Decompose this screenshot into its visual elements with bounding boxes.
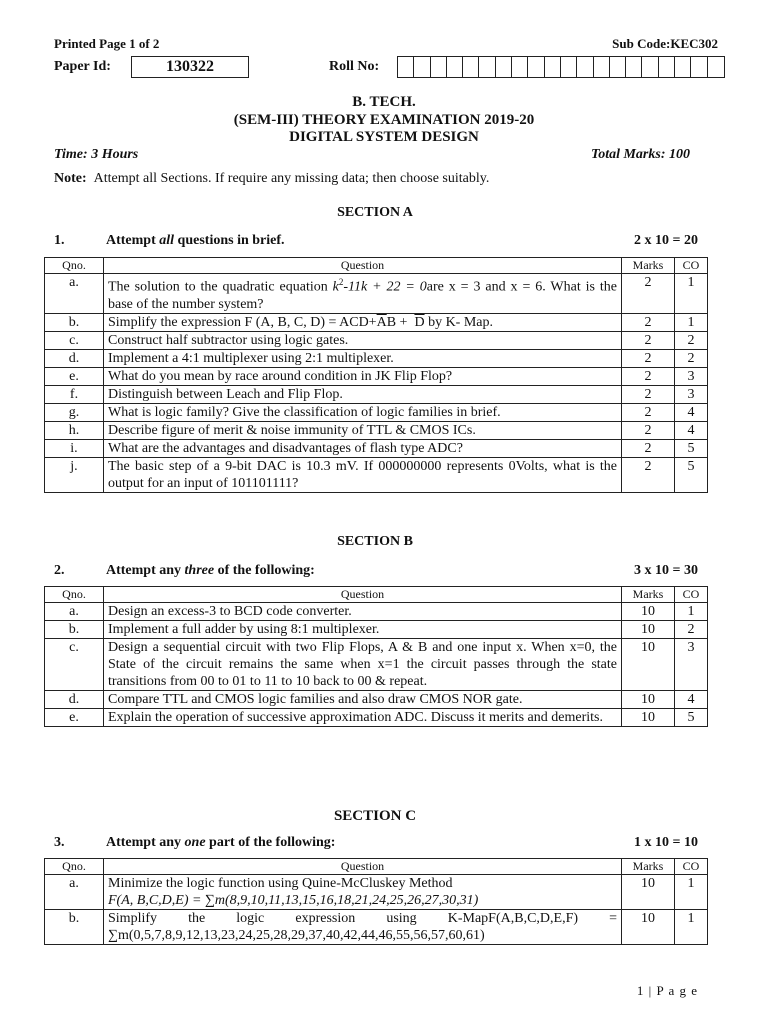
question-co: 5 [675,457,708,492]
roll-no-digit-box[interactable] [594,57,610,77]
exam-title: (SEM-III) THEORY EXAMINATION 2019-20 [233,112,535,128]
question-marks: 10 [622,910,675,945]
question-number: g. [45,403,104,421]
question-co: 2 [675,621,708,639]
roll-no-digit-box[interactable] [447,57,463,77]
question-marks: 2 [622,274,675,314]
table-row [45,367,708,385]
qno-header: Qno. [45,587,104,603]
question-co: 1 [675,313,708,331]
question-number: b. [45,910,104,945]
table-row [45,313,708,331]
question-co: 4 [675,403,708,421]
question-number: h. [45,421,104,439]
question-text: Implement a 4:1 multiplexer using 2:1 multiplexer. [104,349,622,367]
question-co: 4 [675,421,708,439]
table-row [45,385,708,403]
note-label: Note: [54,171,87,186]
paper-id-label: Paper Id: [54,59,111,74]
qno-header: Qno. [45,859,104,875]
table-header-row [45,587,708,603]
question-marks: 10 [622,621,675,639]
printed-page-label: Printed Page 1 of 2 [54,36,160,51]
question-marks: 2 [622,385,675,403]
table-row [45,603,708,621]
question-text: Explain the operation of successive approximation ADC. Discuss it merits and demerits. [104,709,622,727]
question-marks: 10 [622,709,675,727]
roll-no-digit-box[interactable] [463,57,479,77]
qno-header: Qno. [45,258,104,274]
question-text: Implement a full adder by using 8:1 multiplexer. [104,621,622,639]
question-1-marks: 2 x 10 = 20 [634,233,698,248]
table-row [45,274,708,314]
question-text: What are the advantages and disadvantages of flash type ADC? [104,439,622,457]
question-3-marks: 1 x 10 = 10 [634,835,698,850]
marks-header: Marks [622,859,675,875]
roll-no-boxes[interactable] [397,56,725,78]
question-co: 2 [675,349,708,367]
roll-no-digit-box[interactable] [708,57,724,77]
exam-time: Time: 3 Hours [54,147,139,162]
question-marks: 2 [622,457,675,492]
section-b-table [44,586,708,727]
question-text: Compare TTL and CMOS logic families and also draw CMOS NOR gate. [104,691,622,709]
note-text: Attempt all Sections. If require any missing data; then choose suitably. [93,171,490,186]
question-header: Question [104,859,622,875]
question-text: Distinguish between Leach and Flip Flop. [104,385,622,403]
question-marks: 2 [622,421,675,439]
question-number: a. [45,274,104,314]
question-number: b. [45,313,104,331]
table-header-row [45,258,708,274]
question-marks: 10 [622,875,675,910]
question-number: d. [45,349,104,367]
question-formula: ∑m(0,5,7,8,9,12,13,23,24,25,28,29,37,40,42,44,46,55,56,57,60,61) [108,928,485,943]
section-c-title: SECTION C [333,808,417,824]
roll-no-digit-box[interactable] [691,57,707,77]
table-row [45,331,708,349]
table-row [45,910,708,945]
question-header: Question [104,258,622,274]
question-number: f. [45,385,104,403]
roll-no-digit-box[interactable] [479,57,495,77]
question-number: b. [45,621,104,639]
degree-title: B. TECH. [352,94,416,110]
question-2-instruction: Attempt any three of the following: [106,563,315,578]
roll-no-digit-box[interactable] [675,57,691,77]
roll-no-digit-box[interactable] [431,57,447,77]
question-number: j. [45,457,104,492]
table-row [45,639,708,691]
question-co: 3 [675,639,708,691]
roll-no-digit-box[interactable] [545,57,561,77]
subject-title: DIGITAL SYSTEM DESIGN [289,129,479,145]
question-header: Question [104,587,622,603]
question-marks: 2 [622,439,675,457]
co-header: CO [675,258,708,274]
co-header: CO [675,859,708,875]
question-marks: 10 [622,639,675,691]
subject-code: Sub Code:KEC302 [612,36,718,51]
roll-no-digit-box[interactable] [626,57,642,77]
question-formula: F(A, B,C,D,E) = ∑m(8,9,10,11,13,15,16,18,21,24,25,26,27,30,31) [108,893,479,908]
question-marks: 10 [622,691,675,709]
question-line: Minimize the logic function using Quine-McCluskey Method [108,876,453,891]
question-co: 5 [675,439,708,457]
roll-no-digit-box[interactable] [610,57,626,77]
question-text [104,875,622,910]
section-c-table [44,858,708,945]
note [54,171,489,187]
table-row [45,875,708,910]
table-row [45,403,708,421]
roll-no-digit-box[interactable] [414,57,430,77]
question-text: Describe figure of merit & noise immunity of TTL & CMOS ICs. [104,421,622,439]
roll-no-digit-box[interactable] [398,57,414,77]
marks-header: Marks [622,587,675,603]
question-marks: 10 [622,603,675,621]
question-text: Construct half subtractor using logic gates. [104,331,622,349]
question-2-number: 2. [54,563,65,578]
question-marks: 2 [622,403,675,421]
question-co: 4 [675,691,708,709]
roll-no-label: Roll No: [329,59,380,74]
section-b-title: SECTION B [337,534,413,549]
question-text: Design an excess-3 to BCD code converter. [104,603,622,621]
question-text [104,910,622,945]
question-text: What do you mean by race around condition in JK Flip Flop? [104,367,622,385]
roll-no-digit-box[interactable] [577,57,593,77]
question-text: Simplify the expression F (A, B, C, $D) = ACD+\overline{A}B + \overline{D}$ by K- Map. [104,313,622,331]
question-line: Simplify the logic expression using K-MapF(A,B,C,D,E,F) = [108,911,617,926]
marks-header: Marks [622,258,675,274]
table-row [45,439,708,457]
question-1-instruction: Attempt all questions in brief. [106,233,285,248]
question-co: 1 [675,274,708,314]
question-co: 3 [675,367,708,385]
question-3-number: 3. [54,835,65,850]
table-header-row [45,859,708,875]
question-text: The solution to the quadratic equation $k^2-11k + 22 = 0are$ x = 3 and x = 6. What is the base of the number system? [104,274,622,314]
table-row [45,421,708,439]
roll-no-digit-box[interactable] [528,57,544,77]
roll-no-digit-box[interactable] [512,57,528,77]
table-row [45,457,708,492]
table-row [45,621,708,639]
roll-no-digit-box[interactable] [642,57,658,77]
table-row [45,349,708,367]
question-number: d. [45,691,104,709]
question-1-number: 1. [54,233,65,248]
question-number: c. [45,331,104,349]
question-text: What is logic family? Give the classification of logic families in brief. [104,403,622,421]
question-co: 1 [675,603,708,621]
page-footer: 1 | P a g e [636,983,698,998]
co-header: CO [675,587,708,603]
section-a-title: SECTION A [337,205,413,220]
question-co: 2 [675,331,708,349]
question-text: The basic step of a 9-bit DAC is 10.3 mV. If 000000000 represents 0Volts, what is the output for an input of 101101111? [104,457,622,492]
question-co: 3 [675,385,708,403]
question-number: a. [45,603,104,621]
roll-no-digit-box[interactable] [561,57,577,77]
question-number: a. [45,875,104,910]
question-text: Design a sequential circuit with two Flip Flops, A & B and one input x. When x=0, the State of the circuit remains the same when x=1 the circuit passes through the state transitions from 00 to 01 to 11 to 10 back to 00 & repeat. [104,639,622,691]
question-co: 5 [675,709,708,727]
question-marks: 2 [622,331,675,349]
question-number: e. [45,367,104,385]
question-number: i. [45,439,104,457]
roll-no-digit-box[interactable] [659,57,675,77]
question-number: c. [45,639,104,691]
question-co: 1 [675,875,708,910]
section-a-table [44,257,708,493]
question-number: e. [45,709,104,727]
paper-id-box: 130322 [131,56,249,78]
question-3-instruction: Attempt any one part of the following: [106,835,336,850]
table-row [45,709,708,727]
table-row [45,691,708,709]
total-marks: Total Marks: 100 [590,147,690,162]
question-marks: 2 [622,367,675,385]
roll-no-digit-box[interactable] [496,57,512,77]
question-marks: 2 [622,349,675,367]
question-marks: 2 [622,313,675,331]
question-co: 1 [675,910,708,945]
question-2-marks: 3 x 10 = 30 [634,563,698,578]
